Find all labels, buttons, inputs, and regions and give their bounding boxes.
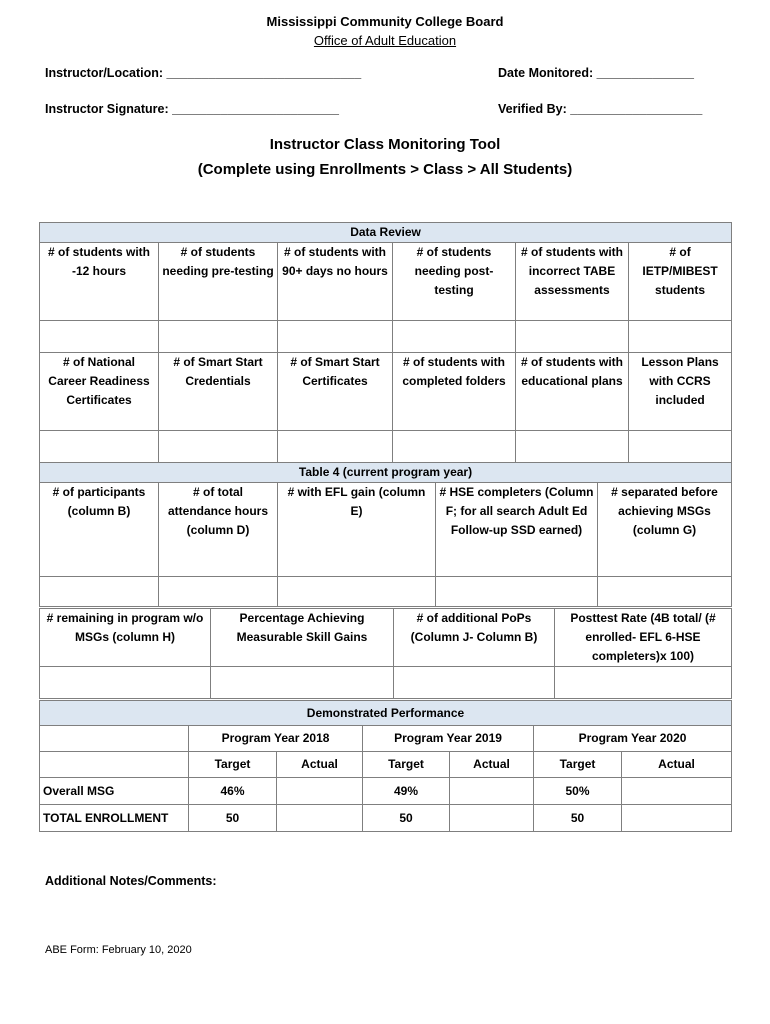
input-cell[interactable] [40, 667, 211, 699]
header-cell: # with EFL gain (column E) [278, 483, 436, 577]
footer-text: ABE Form: February 10, 2020 [45, 944, 192, 956]
header-cell: Posttest Rate (4B total/ (# enrolled- EFL 6-HSE completers)x 100) [555, 609, 732, 667]
header-cell: # of students with completed folders [393, 353, 516, 431]
input-cell[interactable] [159, 321, 278, 353]
input-cell[interactable] [159, 431, 278, 465]
target-value: 49% [363, 778, 450, 805]
blank-cell [40, 752, 189, 778]
input-cell[interactable] [436, 577, 598, 607]
actual-input[interactable] [622, 778, 732, 805]
header-cell: # of Smart Start Credentials [159, 353, 278, 431]
header-cell: Lesson Plans with CCRS included [629, 353, 732, 431]
instructor-signature-field[interactable]: Instructor Signature: ________________________ [45, 102, 339, 116]
data-review-title: Data Review [40, 223, 732, 243]
tool-title: Instructor Class Monitoring Tool [269, 136, 501, 153]
input-cell[interactable] [278, 577, 436, 607]
header-cell: # of students needing post-testing [393, 243, 516, 321]
input-cell[interactable] [516, 321, 629, 353]
header-cell: # of students with -12 hours [40, 243, 159, 321]
target-header: Target [189, 752, 277, 778]
header-cell: # of participants (column B) [40, 483, 159, 577]
input-cell[interactable] [278, 321, 393, 353]
target-value: 50 [363, 805, 450, 832]
actual-header: Actual [622, 752, 732, 778]
row-label: Overall MSG [40, 778, 189, 805]
input-cell[interactable] [278, 431, 393, 465]
actual-input[interactable] [277, 778, 363, 805]
header-cell: # of National Career Readiness Certificates [40, 353, 159, 431]
header-cell: # of total attendance hours (column D) [159, 483, 278, 577]
blank-cell [40, 726, 189, 752]
target-value: 50 [534, 805, 622, 832]
input-cell[interactable] [598, 577, 732, 607]
year-header: Program Year 2018 [189, 726, 363, 752]
header-cell: # of students with 90+ days no hours [278, 243, 393, 321]
input-cell[interactable] [40, 431, 159, 465]
data-review-table [39, 222, 732, 465]
input-cell[interactable] [555, 667, 732, 699]
tool-subtitle: (Complete using Enrollments > Class > All Students) [197, 161, 573, 178]
actual-input[interactable] [277, 805, 363, 832]
header-cell: # HSE completers (Column F; for all search Adult Ed Follow-up SSD earned) [436, 483, 598, 577]
year-header: Program Year 2020 [534, 726, 732, 752]
instructor-location-field[interactable]: Instructor/Location: ____________________________ [45, 66, 362, 80]
table4-second [39, 608, 732, 699]
date-monitored-field[interactable]: Date Monitored: ______________ [498, 66, 694, 80]
input-cell[interactable] [393, 321, 516, 353]
actual-input[interactable] [622, 805, 732, 832]
header-cell: # of students with educational plans [516, 353, 629, 431]
target-value: 50 [189, 805, 277, 832]
actual-input[interactable] [450, 778, 534, 805]
header-cell: # of students needing pre-testing [159, 243, 278, 321]
input-cell[interactable] [211, 667, 394, 699]
row-label: TOTAL ENROLLMENT [40, 805, 189, 832]
header-cell: # of additional PoPs (Column J- Column B) [394, 609, 555, 667]
input-cell[interactable] [629, 431, 732, 465]
notes-label: Additional Notes/Comments: [45, 874, 217, 888]
header-cell: # of IETP/MIBEST students [629, 243, 732, 321]
table4-title: Table 4 (current program year) [40, 463, 732, 483]
input-cell[interactable] [629, 321, 732, 353]
actual-header: Actual [450, 752, 534, 778]
actual-header: Actual [277, 752, 363, 778]
year-header: Program Year 2019 [363, 726, 534, 752]
organization-name: Mississippi Community College Board [266, 14, 504, 29]
input-cell[interactable] [40, 577, 159, 607]
table4 [39, 462, 732, 607]
header-cell: # remaining in program w/o MSGs (column H) [40, 609, 211, 667]
header-cell: # of students with incorrect TABE assessments [516, 243, 629, 321]
input-cell[interactable] [393, 431, 516, 465]
performance-table [39, 700, 732, 832]
input-cell[interactable] [516, 431, 629, 465]
actual-input[interactable] [450, 805, 534, 832]
verified-by-field[interactable]: Verified By: ___________________ [498, 102, 703, 116]
target-value: 46% [189, 778, 277, 805]
header-cell: # separated before achieving MSGs (column G) [598, 483, 732, 577]
performance-title: Demonstrated Performance [40, 701, 732, 726]
target-header: Target [363, 752, 450, 778]
target-header: Target [534, 752, 622, 778]
header-cell: Percentage Achieving Measurable Skill Gains [211, 609, 394, 667]
office-name: Office of Adult Education [313, 33, 457, 48]
input-cell[interactable] [159, 577, 278, 607]
input-cell[interactable] [40, 321, 159, 353]
header-cell: # of Smart Start Certificates [278, 353, 393, 431]
input-cell[interactable] [394, 667, 555, 699]
target-value: 50% [534, 778, 622, 805]
